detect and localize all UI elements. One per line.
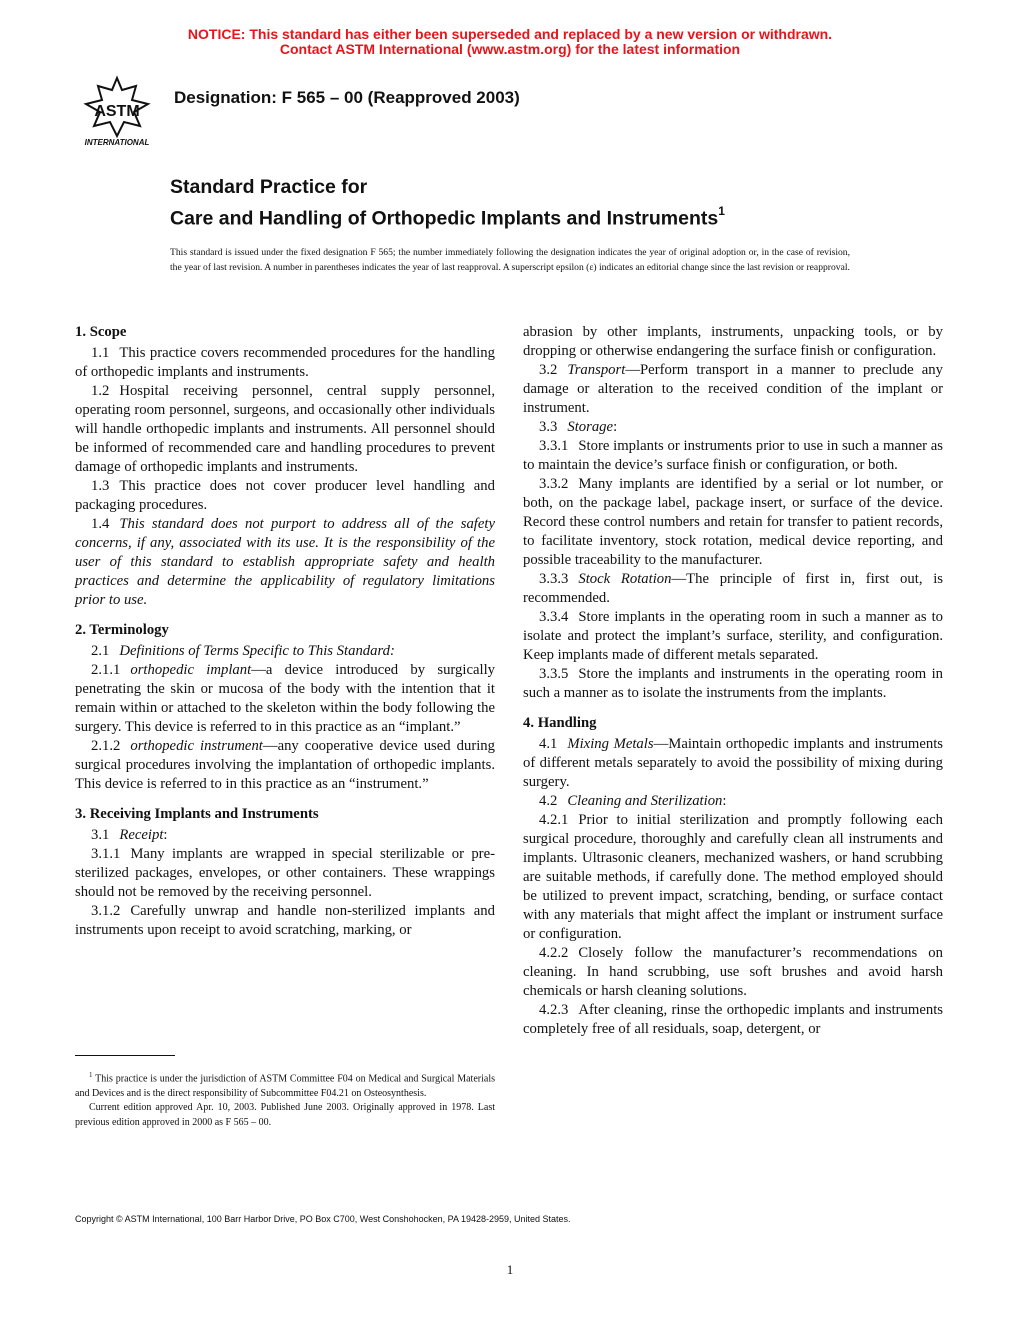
footnote-divider <box>75 1055 175 1056</box>
term: Definitions of Terms Specific to This Standard: <box>119 643 395 659</box>
section-heading: 4. Handling <box>523 715 597 731</box>
paragraph-number: 3.1.2 <box>91 903 121 919</box>
notice-banner <box>0 27 1020 57</box>
paragraph <box>75 382 495 477</box>
term: orthopedic instrument <box>130 738 263 754</box>
paragraph-number: 3.1 <box>91 827 110 843</box>
notice-line-2: Contact ASTM International (www.astm.org) for the latest information <box>279 41 741 57</box>
paragraph-text: Store the implants and instruments in the operating room in such a manner as to isolate the instruments from the implants. <box>523 666 943 701</box>
section-heading: 2. Terminology <box>75 622 169 638</box>
document-title <box>170 174 890 232</box>
paragraph-number: 1.2 <box>91 383 110 399</box>
paragraph-text: —Perform transport in a manner to preclude any damage or alteration to the received condition of the implant or instrument. <box>523 362 943 416</box>
paragraph-number: 3.3.1 <box>539 438 569 454</box>
paragraph <box>523 1001 943 1039</box>
right-column <box>523 323 943 1039</box>
paragraph <box>523 608 943 665</box>
term: Mixing Metals <box>567 736 654 752</box>
paragraph <box>523 437 943 475</box>
title-main: Care and Handling of Orthopedic Implants and Instruments <box>170 207 719 230</box>
page-number: 1 <box>506 1262 514 1277</box>
paragraph <box>75 661 495 737</box>
logo-subtext: INTERNATIONAL <box>84 138 150 147</box>
term: Receipt <box>119 827 164 843</box>
paragraph <box>523 570 943 608</box>
paragraph <box>523 361 943 418</box>
paragraph <box>523 944 943 1001</box>
paragraph <box>75 737 495 794</box>
paragraph-number: 1.3 <box>91 478 110 494</box>
footnote-2: Current edition approved Apr. 10, 2003. Published June 2003. Originally approved in 1978. Last previous edition approved in 2000 as F 565 – 00. <box>75 1102 495 1128</box>
issued-note: This standard is issued under the fixed designation F 565; the number immediately following the designation indicates the year of original adoption or, in the case of revision, the year of last revision. A number in parentheses indicates the year of last reapproval. A superscript epsilon (ε) indicates an editorial change since the last revision or reapproval. <box>170 247 850 273</box>
paragraph-number: 3.3.5 <box>539 666 569 682</box>
term: Cleaning and Sterilization <box>567 793 723 809</box>
title-line-2 <box>170 200 890 232</box>
paragraph-number: 4.2.3 <box>539 1002 569 1018</box>
paragraph-text: This practice covers recommended procedures for the handling of orthopedic implants and instruments. <box>75 345 495 380</box>
paragraph-text: This practice does not cover producer level handling and packaging procedures. <box>75 478 495 513</box>
paragraph-text: Many implants are wrapped in special sterilizable or pre-sterilized packages, envelopes, or other containers. These wrappings should not be removed by the receiving personnel. <box>75 846 495 900</box>
title-line-1: Standard Practice for <box>170 176 368 198</box>
left-column <box>75 323 495 940</box>
paragraph-number: 3.3.2 <box>539 476 569 492</box>
paragraph <box>75 515 495 610</box>
paragraph-text: Store implants in the operating room in such a manner as to isolate and protect the implant’s surface, sterility, and configuration. Keep implants made of different metals separated. <box>523 609 943 663</box>
paragraph <box>75 902 495 940</box>
paragraph-number: 4.2 <box>539 793 558 809</box>
term: Stock Rotation <box>578 571 672 587</box>
notice-line-1: NOTICE: This standard has either been superseded and replaced by a new version or withdrawn. <box>187 26 833 42</box>
paragraph-number: 4.1 <box>539 736 558 752</box>
paragraph-number: 3.1.1 <box>91 846 121 862</box>
paragraph <box>75 477 495 515</box>
footnote-text: This practice is under the jurisdiction of ASTM Committee F04 on Medical and Surgical Materials and Devices and is the direct responsibility of Subcommittee F04.21 on Osteosynthesis. <box>75 1073 495 1099</box>
paragraph <box>75 344 495 382</box>
paragraph-text: Prior to initial sterilization and promptly following each surgical procedure, thoroughly and carefully clean all instruments and implants. Ultrasonic cleaners, mechanized washers, or hand scrubbing are suitable methods, if carefully done. The method employed should be utilized to prevent impact, scratching, bending, or surface contact with any materials that might affect the implant or instrument surface or configuration. <box>523 812 943 942</box>
paragraph-number: 3.3.4 <box>539 609 569 625</box>
paragraph <box>75 642 495 661</box>
paragraph-text: Many implants are identified by a serial or lot number, or both, on the package label, package insert, or surface of the device. Record these control numbers and retain for transfer to patient records, to facilitate inventory, stock rotation, medical device reporting, and possible traceability to the manufacturer. <box>523 476 943 568</box>
paragraph-text: Store implants or instruments prior to use in such a manner as to maintain the device’s surface finish or configuration, or both. <box>523 438 943 473</box>
paragraph-text: Closely follow the manufacturer’s recommendations on cleaning. In hand scrubbing, use soft brushes and avoid harsh chemicals or harsh cleaning solutions. <box>523 945 943 999</box>
paragraph-number: 4.2.1 <box>539 812 569 828</box>
paragraph <box>523 475 943 570</box>
footnote-mark: 1 <box>89 1071 93 1079</box>
term: Storage <box>567 419 614 435</box>
term: Transport <box>567 362 626 378</box>
paragraph-number: 2.1 <box>91 643 110 659</box>
paragraph: 4.2 Cleaning and Sterilization: <box>539 793 727 809</box>
paragraph <box>523 665 943 703</box>
paragraph-number: 3.3.3 <box>539 571 569 587</box>
paragraph-text: —a device introduced by surgically penetrating the skin or mucosa of the body with the intention that it remain within or attached to the skeleton within the body following the surgery. This device is referred to in this practice as an “implant.” <box>75 662 496 735</box>
footnote-1 <box>75 1068 495 1101</box>
astm-logo <box>74 72 160 148</box>
paragraph-text: Hospital receiving personnel, central supply personnel, operating room personnel, surgeons, and occasionally other individuals will handle orthopedic implants and instruments. All personnel should be informed of recommended care and handling procedures to prevent damage of orthopedic implants and instruments. <box>75 383 495 475</box>
logo-text: ASTM <box>94 103 140 120</box>
section-heading: 1. Scope <box>75 324 127 340</box>
paragraph-text: This standard does not purport to address all of the safety concerns, if any, associated with its use. It is the responsibility of the user of this standard to establish appropriate safety and health practices and determine the applicability of regulatory limitations prior to use. <box>75 516 495 608</box>
footnotes <box>75 1068 495 1130</box>
copyright-line: Copyright © ASTM International, 100 Barr Harbor Drive, PO Box C700, West Conshohocken, PA 19428-2959, United States. <box>75 1214 571 1224</box>
section-heading: 3. Receiving Implants and Instruments <box>75 806 319 822</box>
paragraph-continued: abrasion by other implants, instruments, unpacking tools, or by dropping or otherwise endangering the surface finish or configuration. <box>523 324 943 359</box>
paragraph-number: 3.2 <box>539 362 558 378</box>
title-footnote-mark: 1 <box>718 204 725 218</box>
paragraph-number: 3.3 <box>539 419 558 435</box>
paragraph <box>523 811 943 944</box>
paragraph-number: 1.1 <box>91 345 110 361</box>
paragraph-text: Carefully unwrap and handle non-sterilized implants and instruments upon receipt to avoid scratching, marking, or <box>75 903 495 938</box>
paragraph <box>75 845 495 902</box>
paragraph-number: 1.4 <box>91 516 110 532</box>
paragraph-text: —any cooperative device used during surgical procedures involving the implantation of orthopedic implants. This device is referred to in this practice as an “instrument.” <box>75 738 495 792</box>
paragraph-number: 2.1.1 <box>91 662 121 678</box>
paragraph-number: 2.1.2 <box>91 738 121 754</box>
designation: Designation: F 565 – 00 (Reapproved 2003) <box>174 88 520 107</box>
paragraph-text: —Maintain orthopedic implants and instruments of different metals separately to avoid the possibility of mixing during surgery. <box>523 736 943 790</box>
paragraph <box>523 735 943 792</box>
paragraph-number: 4.2.2 <box>539 945 569 961</box>
paragraph-text: —The principle of first in, first out, is recommended. <box>523 571 943 606</box>
term: orthopedic implant <box>130 662 252 678</box>
paragraph-text: After cleaning, rinse the orthopedic implants and instruments completely free of all residuals, soap, detergent, or <box>523 1002 943 1037</box>
paragraph: 3.1 Receipt: <box>91 827 168 843</box>
paragraph: 3.3 Storage: <box>539 419 618 435</box>
